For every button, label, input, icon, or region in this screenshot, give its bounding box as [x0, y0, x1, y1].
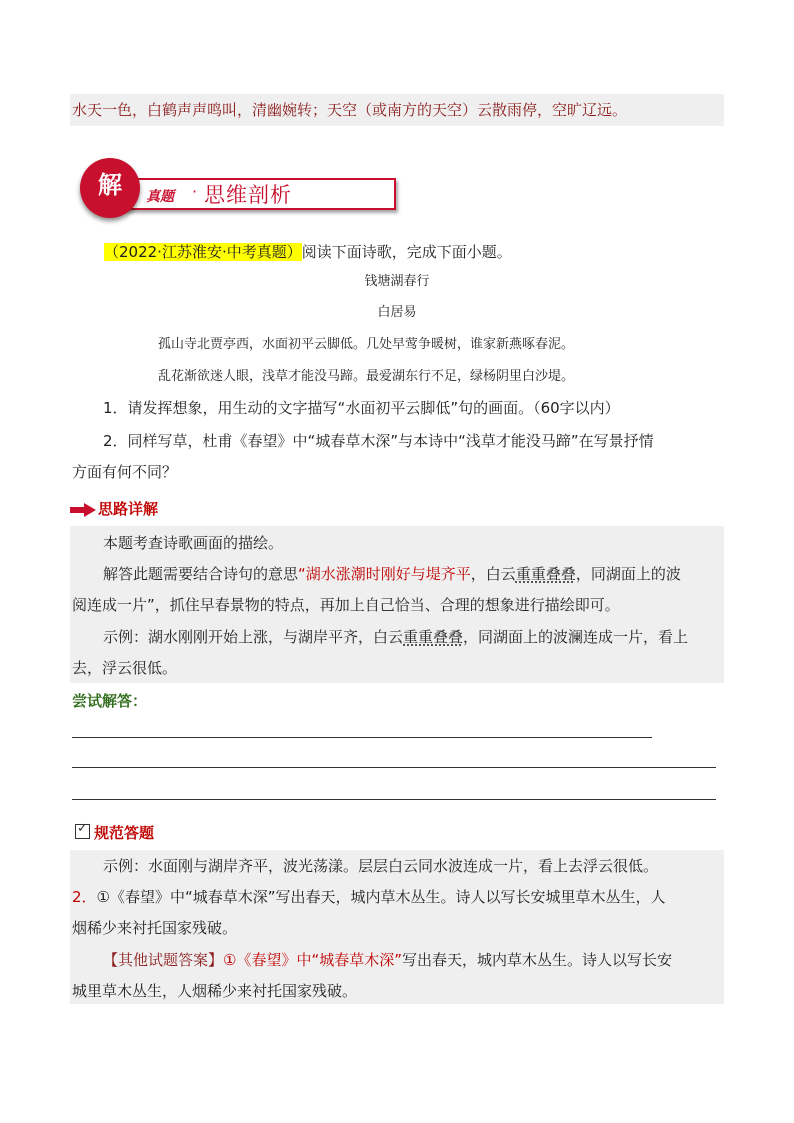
answer-line-1[interactable] [72, 737, 652, 738]
analysis-p4-a: 示例：湖水刚刚开始上涨，与湖岸平齐，白云 [103, 628, 404, 646]
poem-line-1: 孤山寺北贾亭西，水面初平云脚低。几处早莺争暖树，谁家新燕啄春泥。 [158, 337, 575, 352]
standard-answer-1: 示例：水面刚与湖岸齐平，波光荡漾。层层白云同水波连成一片，看上去浮云很低。 [103, 857, 659, 875]
answer-line-2[interactable] [72, 767, 716, 768]
try-label: 尝试解答： [72, 692, 148, 710]
question-intro [104, 241, 512, 263]
analysis-p3: 阅连成一片”，抓住早春景物的特点，再加上自己恰当、合理的想象进行描绘即可。 [72, 596, 620, 614]
analysis-p2 [103, 563, 681, 585]
standard-heading-label: 规范答题 [94, 824, 155, 842]
other-answers-line-2: 城里草木丛生，人烟稀少来衬托国家残破。 [72, 982, 358, 1000]
analysis-p5: 去，浮云很低。 [72, 659, 178, 677]
analysis-p2-quote: “湖水涨潮时刚好与堤齐平 [298, 565, 471, 583]
other-answers-text: 写出春天，城内草木丛生。诗人以写长安 [402, 951, 673, 969]
top-paragraph: 水天一色，白鹤声声鸣叫，清幽婉转；天空（或南方的天空）云散雨停，空旷辽远。 [72, 101, 628, 119]
badge-label-left: 真题 [146, 189, 174, 205]
analysis-heading [70, 498, 158, 519]
section-badge [80, 158, 320, 220]
analysis-p4 [103, 626, 688, 648]
other-answers-label: 【其他试题答案】 [103, 951, 224, 969]
other-answers-quote: ①《春望》中“城春草木深” [223, 951, 403, 969]
checkbox-icon [75, 824, 90, 839]
question-prompt: 阅读下面诗歌，完成下面小题。 [301, 243, 512, 261]
analysis-p4-c: ，同湖面上的波澜连成一片，看上 [463, 628, 689, 646]
standard-answer-2-line-1 [72, 886, 666, 908]
standard-heading [75, 822, 154, 843]
analysis-heading-label: 思路详解 [98, 500, 159, 518]
badge-label-right: 思维剖析 [204, 183, 292, 207]
badge-dot: · [192, 182, 198, 201]
analysis-p2-d: ，同湖面上的波 [575, 565, 681, 583]
badge-circle: 解 [80, 158, 140, 218]
standard-answer-2-num: 2． [72, 888, 97, 906]
standard-answer-2-text: ①《春望》中“城春草木深”写出春天，城内草木丛生。诗人以写长安城里草木丛生，人 [96, 888, 666, 906]
arrow-icon [70, 503, 96, 517]
poem-author: 白居易 [377, 305, 417, 320]
poem-line-2: 乱花渐欲迷人眼，浅草才能没马蹄。最爱湖东行不足，绿杨阴里白沙堤。 [158, 369, 575, 384]
poem-title: 钱塘湖春行 [364, 274, 430, 289]
analysis-p4-b: 重重叠叠 [403, 628, 464, 646]
analysis-p2-a: 解答此题需要结合诗句的意思 [103, 565, 299, 583]
analysis-p2-b: ，白云 [470, 565, 516, 583]
question-1: 1．请发挥想象，用生动的文字描写“水面初平云脚低”句的画面。（60字以内） [103, 399, 620, 417]
other-answers-line-1 [103, 949, 672, 971]
analysis-p1: 本题考查诗歌画面的描绘。 [103, 534, 284, 552]
answer-line-3[interactable] [72, 799, 716, 800]
analysis-p2-c: 重重叠叠 [515, 565, 576, 583]
question-2-line-1: 2．同样写草，杜甫《春望》中“城春草木深”与本诗中“浅草才能没马蹄”在写景抒情 [103, 432, 654, 450]
question-2-line-2: 方面有何不同？ [72, 463, 178, 481]
question-source: （2022·江苏淮安·中考真题） [104, 243, 302, 261]
standard-answer-2-line-2: 烟稀少来衬托国家残破。 [72, 919, 238, 937]
